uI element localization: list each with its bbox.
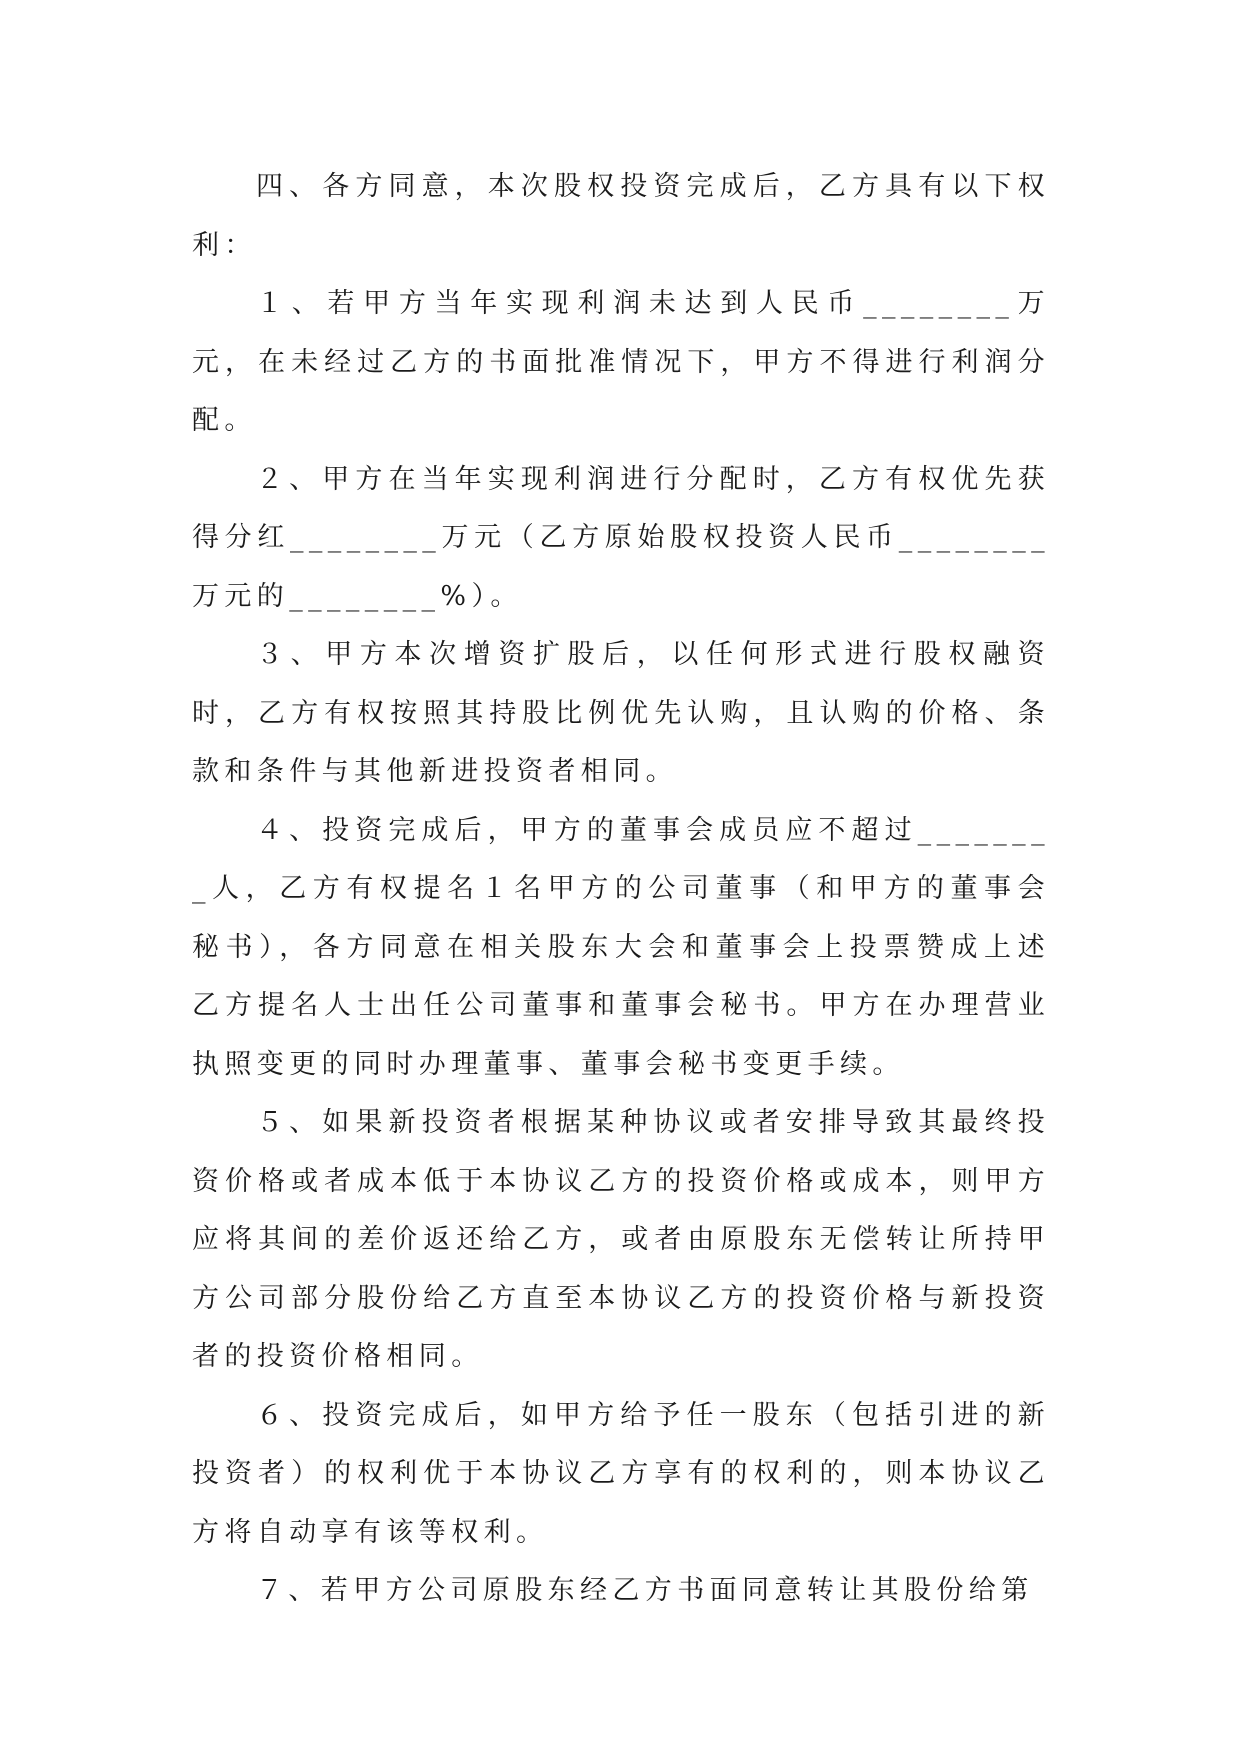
clause-item-4: ４、投资完成后，甲方的董事会成员应不超过________人，乙方有权提名１名甲方的公司董事（和甲方的董事会秘书），各方同意在相关股东大会和董事会上投票赞成上述乙方提名人士出任公司董事和董事会秘书。甲方在办理营业执照变更的同时办理董事、董事会秘书变更手续。	[192, 814, 1050, 1080]
document-body	[192, 158, 1050, 1621]
clause-4-intro: 四、各方同意，本次股权投资完成后，乙方具有以下权利：	[192, 171, 1050, 261]
clause-item-1: １、若甲方当年实现利润未达到人民币________万元，在未经过乙方的书面批准情况下，甲方不得进行利润分配。	[192, 288, 1050, 436]
clause-item-2: ２、甲方在当年实现利润进行分配时，乙方有权优先获得分红________万元（乙方原始股权投资人民币________万元的________%）。	[192, 463, 1050, 612]
clause-item-6: ６、投资完成后，如甲方给予任一股东（包括引进的新投资者）的权利优于本协议乙方享有的权利的，则本协议乙方将自动享有该等权利。	[192, 1399, 1050, 1548]
clause-item-7: ７、若甲方公司原股东经乙方书面同意转让其股份给第	[256, 1575, 1034, 1606]
clause-item-5: ５、如果新投资者根据某种协议或者安排导致其最终投资价格或者成本低于本协议乙方的投资价格或成本，则甲方应将其间的差价返还给乙方，或者由原股东无偿转让所持甲方公司部分股份给乙方直至本协议乙方的投资价格与新投资者的投资价格相同。	[192, 1107, 1050, 1372]
clause-item-3: ３、甲方本次增资扩股后，以任何形式进行股权融资时，乙方有权按照其持股比例优先认购，且认购的价格、条款和条件与其他新进投资者相同。	[192, 639, 1050, 787]
